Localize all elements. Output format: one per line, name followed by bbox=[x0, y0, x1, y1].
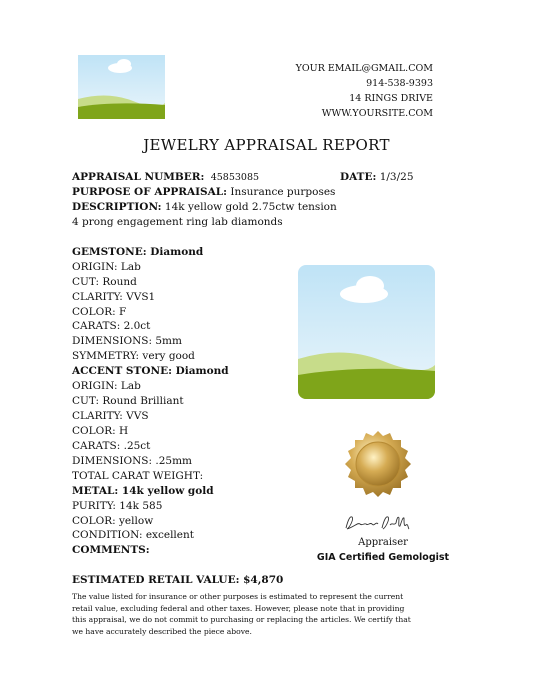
accent-line: CARATS: .25ct bbox=[72, 440, 151, 452]
disclaimer-text: The value listed for insurance or other purposes is estimated to represent the current retail value, excluding federal and other taxes. However, please note that in providing this appraisal, we do not commit to purchasing or replacing the articles. We certify that we have accurately described the piece above. bbox=[72, 592, 411, 636]
accent-line: COLOR: H bbox=[72, 425, 129, 437]
description-value: 14k yellow gold 2.75ctw tension bbox=[164, 201, 337, 213]
appraisal-number-value: 45853085 bbox=[210, 172, 260, 183]
gemstone-line: CARATS: 2.0ct bbox=[72, 320, 151, 332]
contact-address: 14 RINGS DRIVE bbox=[349, 93, 433, 104]
gemstone-heading: GEMSTONE: Diamond bbox=[72, 246, 204, 258]
purpose-value: Insurance purposes bbox=[230, 186, 336, 198]
description-row-2: 4 prong engagement ring lab diamonds bbox=[72, 216, 283, 228]
contact-info bbox=[296, 61, 433, 121]
gemstone-line: CUT: Round bbox=[72, 276, 137, 288]
date-value: 1/3/25 bbox=[379, 171, 414, 183]
contact-phone: 914-538-9393 bbox=[366, 78, 433, 89]
metal-line: COLOR: yellow bbox=[72, 515, 154, 527]
gold-seal-icon bbox=[344, 430, 412, 498]
metal-line: PURITY: 14k 585 bbox=[72, 500, 163, 512]
gemstone-line: ORIGIN: Lab bbox=[72, 261, 141, 273]
signature bbox=[342, 512, 412, 534]
contact-website: WWW.YOURSITE.COM bbox=[321, 108, 433, 119]
accent-line: CLARITY: VVS bbox=[72, 410, 149, 422]
jewelry-photo bbox=[298, 265, 435, 399]
appraiser-credential: GIA Certified Gemologist bbox=[316, 552, 450, 563]
purpose-row bbox=[72, 186, 335, 198]
description-row bbox=[72, 201, 337, 213]
appraisal-number-row bbox=[72, 171, 259, 183]
date-row bbox=[340, 171, 414, 183]
appraiser-role: Appraiser bbox=[358, 537, 408, 548]
estimated-value: ESTIMATED RETAIL VALUE: $4,870 bbox=[72, 574, 284, 586]
description-label: DESCRIPTION: bbox=[72, 201, 162, 213]
gemstone-line: COLOR: F bbox=[72, 306, 127, 318]
gemstone-line: CLARITY: VVS1 bbox=[72, 291, 156, 303]
gemstone-line: SYMMETRY: very good bbox=[72, 350, 195, 362]
accent-heading: ACCENT STONE: Diamond bbox=[72, 365, 229, 377]
accent-line: DIMENSIONS: .25mm bbox=[72, 455, 192, 467]
metal-line: CONDITION: excellent bbox=[72, 529, 194, 541]
page-title: JEWELRY APPRAISAL REPORT bbox=[143, 136, 390, 154]
contact-email: YOUR EMAIL@GMAIL.COM bbox=[295, 63, 433, 74]
accent-line: CUT: Round Brilliant bbox=[72, 395, 184, 407]
logo-image bbox=[78, 55, 165, 119]
purpose-label: PURPOSE OF APPRAISAL: bbox=[72, 186, 228, 198]
comments-label: COMMENTS: bbox=[72, 544, 150, 556]
metal-heading: METAL: 14k yellow gold bbox=[72, 485, 214, 497]
accent-line: ORIGIN: Lab bbox=[72, 380, 141, 392]
gemstone-line: DIMENSIONS: 5mm bbox=[72, 335, 182, 347]
accent-line: TOTAL CARAT WEIGHT: bbox=[72, 470, 204, 482]
date-label: DATE: bbox=[340, 171, 377, 183]
appraisal-number-label: APPRAISAL NUMBER: bbox=[72, 171, 205, 183]
